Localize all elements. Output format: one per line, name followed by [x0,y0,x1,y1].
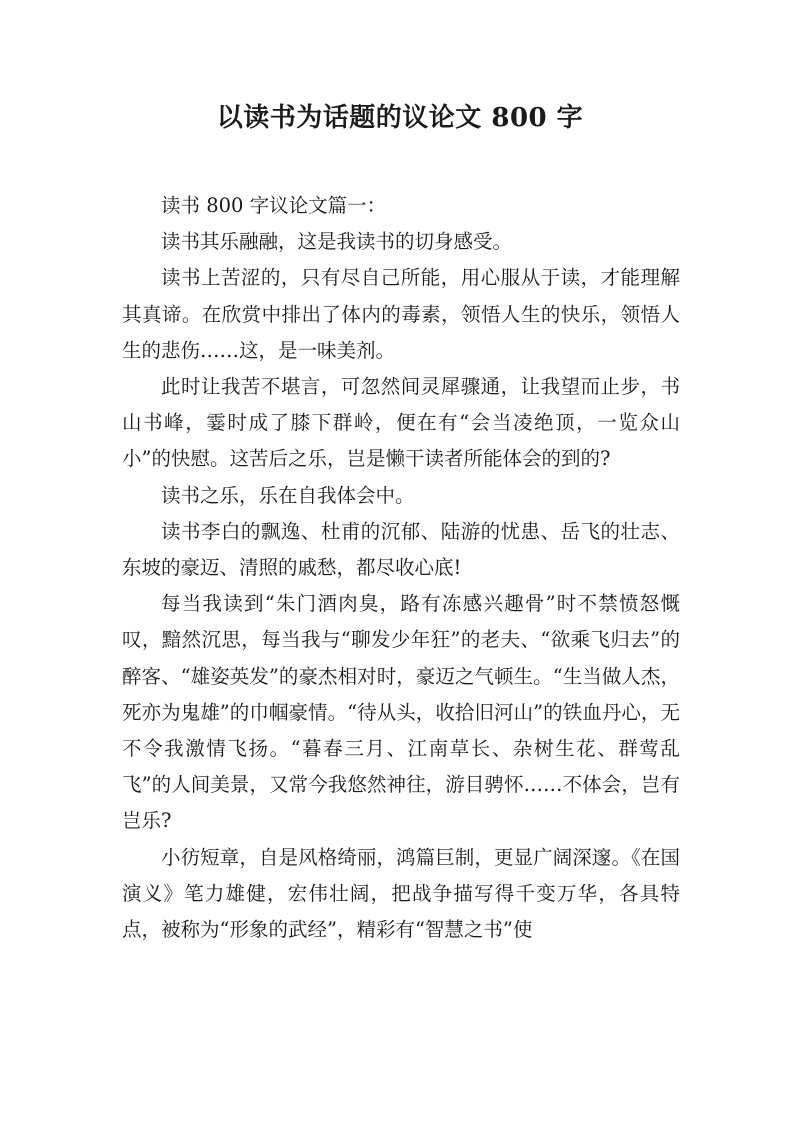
document-title: 以读书为话题的议论文 800 字 [216,103,584,133]
paragraph-7: 每当我读到“朱门酒肉臭，路有冻感兴趣骨”时不禁愤怒慨叹，黯然沉思，每当我与“聊发少年狂”的老夫、“欲乘飞归去”的醉客、“雄姿英发”的豪杰相对时，豪迈之气顿生。“生当做人杰，死亦为鬼雄”的巾帼豪情。“待从头，收拾旧河山”的铁血丹心，无不令我激情飞扬。“暮春三月、江南草长、杂树生花、群莺乱飞”的人间美景，又常今我悠然神往，游目骋怀……不体会，岂有岂乐? [122,592,680,833]
paragraph-1: 读书 800 字议论文篇一： [161,194,387,217]
paragraph-3: 读书上苦涩的，只有尽自己所能，用心服从于读，才能理解其真谛。在欣赏中排出了体内的毒素，领悟人生的快乐，领悟人生的悲伤……这，是一味美剂。 [122,266,680,362]
paragraph-4: 此时让我苦不堪言，可忽然间灵犀骤通，让我望而止步，书山书峰，霎时成了膝下群岭，便在有“会当凌绝顶，一览众山小”的快慰。这苦后之乐，岂是懒干读者所能体会的到的? [122,375,680,471]
paragraph-8: 小彷短章，自是风格绮丽，鸿篇巨制，更显广阔深邃。《在国演义》笔力雄健，宏伟壮阔，把战争描写得千变万华，各具特点，被称为“形象的武经”，精彩有“智慧之书”使 [122,845,680,942]
paragraph-2: 读书其乐融融，这是我读书的切身感受。 [161,230,513,254]
document-body [122,188,680,948]
paragraph-6: 读书李白的飘逸、杜甫的沉郁、陆游的忧患、岳飞的壮志、东坡的豪迈、清照的戚愁，都尽收心底! [122,519,680,580]
paragraph-5: 读书之乐，乐在自我体会中。 [161,483,415,507]
